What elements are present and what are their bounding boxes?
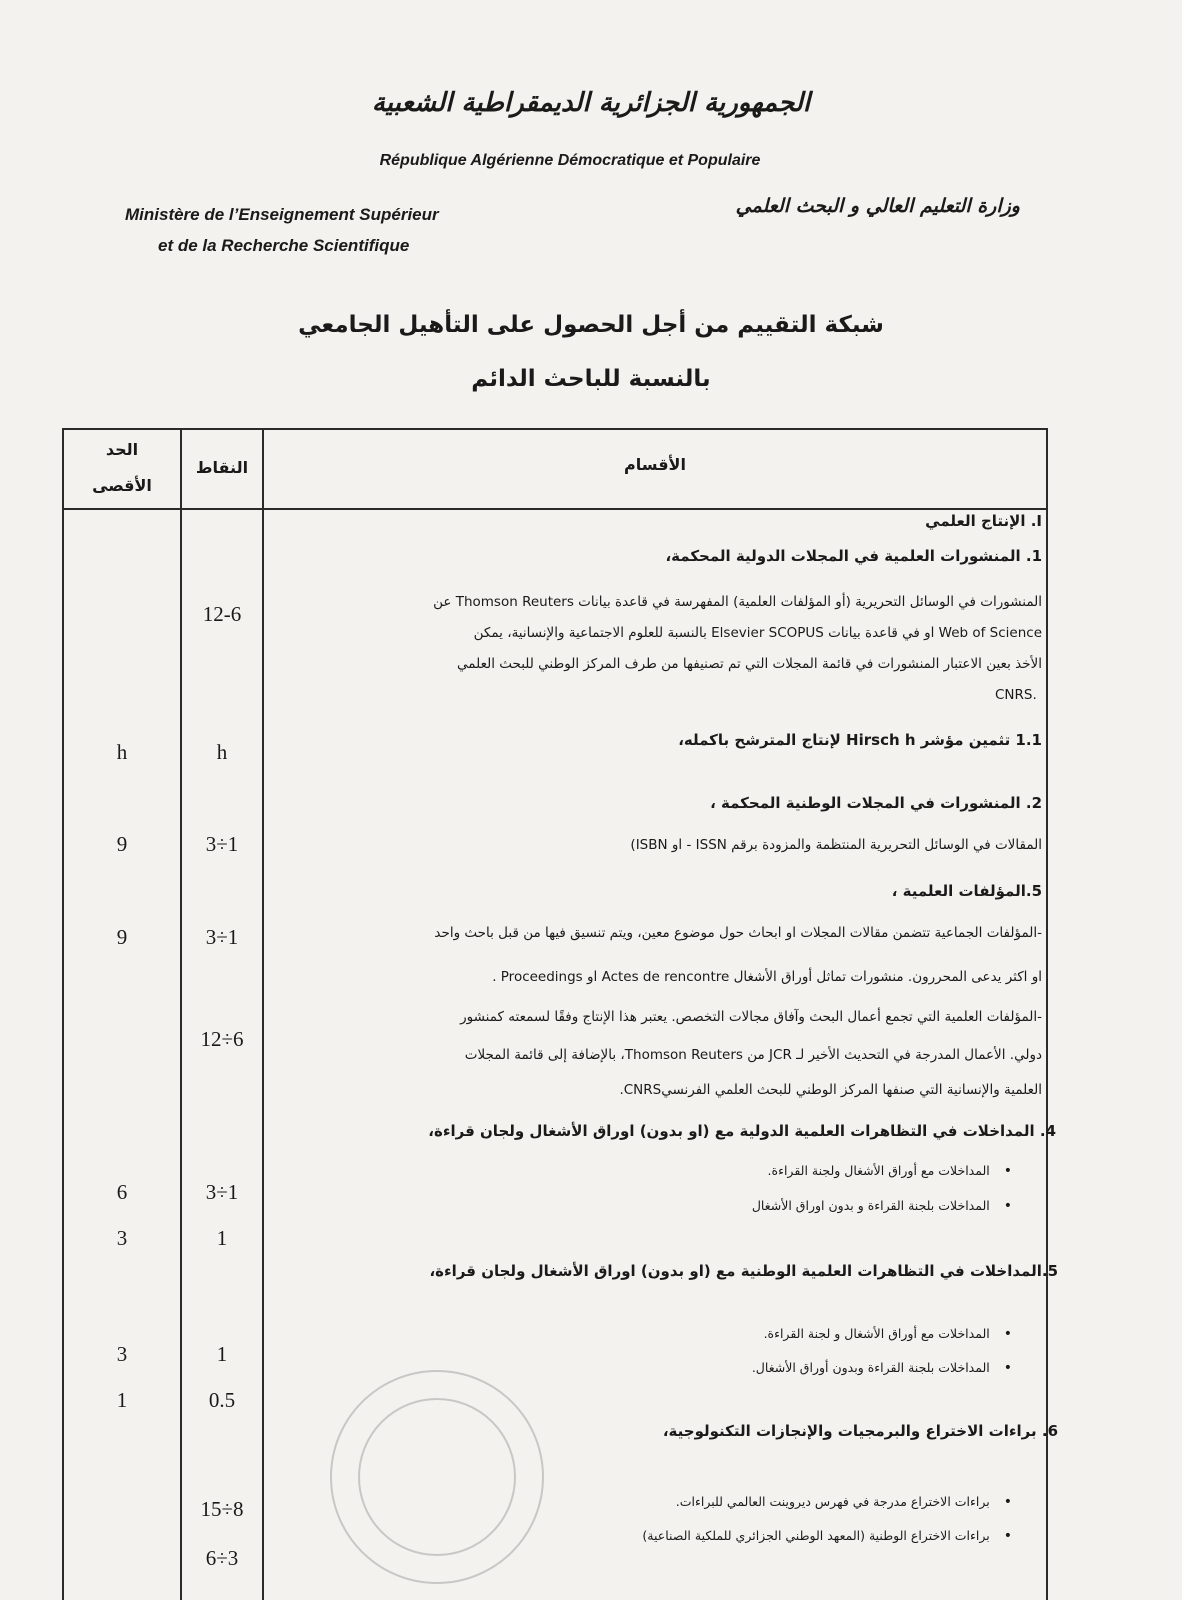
section-1-text: CNRS. <box>995 687 1037 703</box>
section-5-works-title: 5.المؤلفات العلمية ، <box>891 882 1042 900</box>
section-6-points: 6÷3 <box>205 1546 239 1570</box>
section-5-works-points: 12÷6 <box>200 1027 244 1051</box>
section-4-max: 3 <box>116 1226 128 1250</box>
section-5-events-bullet: • المداخلات بلجنة القراءة وبدون أوراق الأشغال. <box>752 1360 1012 1376</box>
section-4-points: 3÷1 <box>205 1180 239 1204</box>
section-5-events-points: 1 <box>216 1342 228 1366</box>
section-5-works-text: -المؤلفات العلمية التي تجمع أعمال البحث وآفاق مجالات التخصص. يعتبر هذا الإنتاج وفقًا لسمعته كمنشور <box>460 1009 1042 1025</box>
section-4-bullet: • المداخلات مع أوراق الأشغال ولجنة القراءة. <box>768 1163 1012 1179</box>
section-5-events-bullet: • المداخلات مع أوراق الأشغال و لجنة القراءة. <box>764 1326 1012 1342</box>
section-5-events-points: 0.5 <box>208 1388 236 1412</box>
section-6-bullet: • براءات الاختراع الوطنية (المعهد الوطني الجزائري للملكية الصناعية) <box>642 1528 1012 1544</box>
column-header-max-line2: الأقصى <box>92 476 152 495</box>
table-column-divider <box>262 428 264 1600</box>
section-5-events-title: 5.المداخلات في التظاهرات العلمية الوطنية مع (او بدون) اوراق الأشغال ولجان قراءة، <box>429 1262 1058 1280</box>
section-2-max: 9 <box>116 832 128 856</box>
section-6-points: 15÷8 <box>200 1497 244 1521</box>
ministry-french-line2: et de la Recherche Scientifique <box>158 236 410 255</box>
section-1-points: 12-6 <box>202 602 242 626</box>
section-1-title: 1. المنشورات العلمية في المجلات الدولية المحكمة، <box>665 547 1042 565</box>
table-header-divider <box>62 508 1048 510</box>
republic-french: République Algérienne Démocratique et Populaire <box>379 152 761 169</box>
section-1-text: الأخذ بعين الاعتبار المنشورات في قائمة المجلات التي تم تصنيفها من طرف المركز الوطني للبحث العلمي <box>457 656 1042 672</box>
section-1-1-max: h <box>116 740 128 764</box>
section-5-works-text: العلمية والإنسانية التي صنفها المركز الوطني للبحث العلمي الفرنسيCNRS. <box>619 1082 1042 1098</box>
section-5-works-text: او اكثر يدعى المحررون. منشورات تماثل أوراق الأشغال Actes de rencontre او Proceedings . <box>492 969 1042 985</box>
page-subtitle: بالنسبة للباحث الدائم <box>471 366 711 392</box>
section-1-text: المنشورات في الوسائل التحريرية (أو المؤلفات العلمية) المفهرسة في قاعدة بيانات Thomson Reuters عن <box>433 594 1042 610</box>
republic-arabic: الجمهورية الجزائرية الديمقراطية الشعبية <box>371 88 811 118</box>
section-4-bullet: • المداخلات بلجنة القراءة و بدون اوراق الأشغال <box>752 1198 1012 1214</box>
section-5-works-text: -المؤلفات الجماعية تتضمن مقالات المجلات او ابحاث حول موضوع معين، ويتم تنسيق فيها من قبل باحث واحد <box>434 925 1042 941</box>
section-2-text: المقالات في الوسائل التحريرية المنتظمة والمزودة برقم ISSN - او ISBN) <box>630 837 1042 853</box>
table-border-top <box>62 428 1048 430</box>
section-5-events-max: 1 <box>116 1388 128 1412</box>
column-header-max-line1: الحد <box>105 440 139 459</box>
section-5-works-max: 9 <box>116 925 128 949</box>
section-4-max: 6 <box>116 1180 128 1204</box>
section-6-bullet: • براءات الاختراع مدرجة في فهرس ديروينت العالمي للبراءات. <box>676 1494 1012 1510</box>
section-6-title: 6. براءات الاختراع والبرمجيات والإنجازات التكنولوجية، <box>662 1422 1058 1440</box>
official-stamp-inner-ring <box>358 1398 516 1556</box>
section-2-points: 3÷1 <box>205 832 239 856</box>
section-1-1-points: h <box>216 740 228 764</box>
column-header-points: النقاط <box>195 458 249 477</box>
section-2-title: 2. المنشورات في المجلات الوطنية المحكمة ، <box>710 794 1042 812</box>
page-title: شبكة التقييم من أجل الحصول على التأهيل الجامعي <box>298 312 884 338</box>
section-5-works-points: 3÷1 <box>205 925 239 949</box>
section-heading-scientific-production: I. الإنتاج العلمي <box>925 512 1042 530</box>
section-5-events-max: 3 <box>116 1342 128 1366</box>
section-5-works-text: دولي. الأعمال المدرجة في التحديث الأخير لـ JCR من Thomson Reuters، بالإضافة إلى قائمة المجلات <box>464 1047 1042 1063</box>
ministry-french-line1: Ministère de l’Enseignement Supérieur <box>125 205 439 224</box>
column-header-sections: الأقسام <box>624 455 686 474</box>
section-4-points: 1 <box>216 1226 228 1250</box>
section-4-title: 4. المداخلات في التظاهرات العلمية الدولية مع (او بدون) اوراق الأشغال ولجان قراءة، <box>428 1122 1056 1140</box>
section-1-text: Web of Science او في قاعدة بيانات Elsevier SCOPUS بالنسبة للعلوم الاجتماعية والإنسانية، يمكن <box>473 625 1042 641</box>
ministry-arabic: وزارة التعليم العالي و البحث العلمي <box>735 195 1020 217</box>
table-border-left <box>62 428 64 1600</box>
section-1-1-title: 1.1 تثمين مؤشر Hirsch h لإنتاج المترشح باكمله، <box>678 731 1042 749</box>
